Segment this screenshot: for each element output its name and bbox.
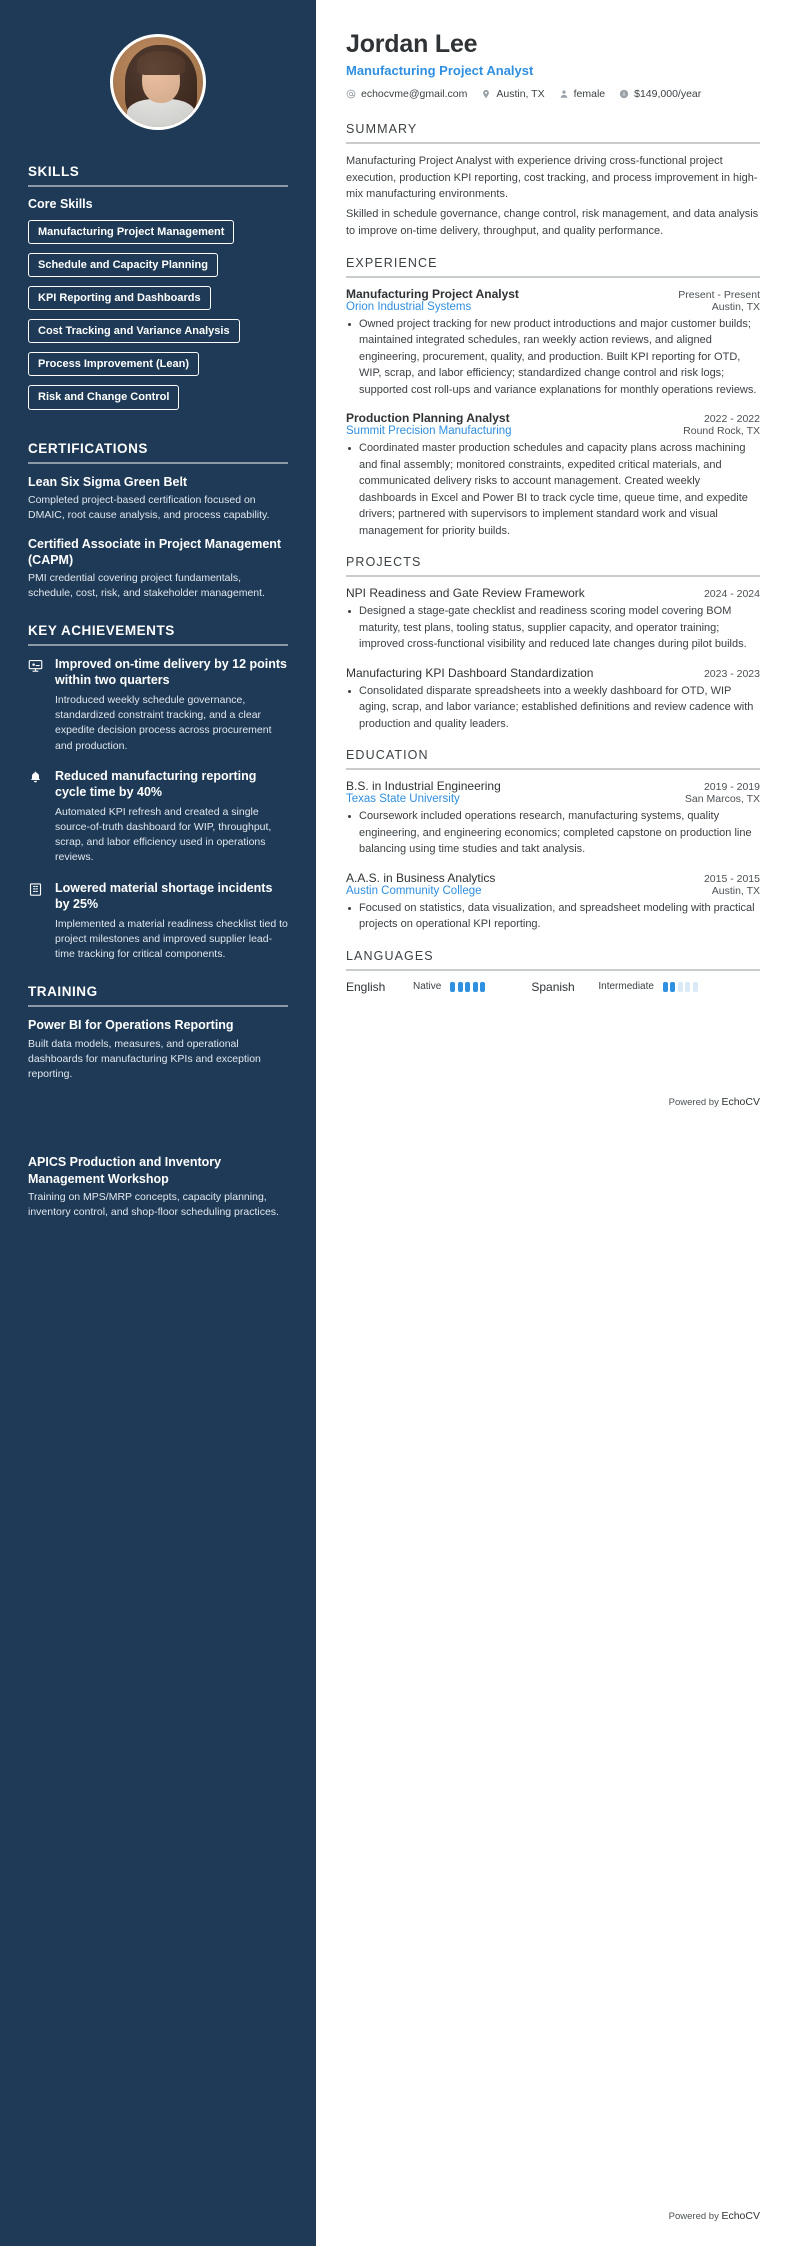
education-date: 2019 - 2019 [703, 781, 760, 794]
education-location: San Marcos, TX [684, 793, 760, 806]
divider [346, 575, 760, 577]
email-icon [346, 89, 356, 99]
experience-bullets [346, 440, 760, 539]
training-title: APICS Production and Inventory Management Workshop [28, 1155, 222, 1186]
education-entry [346, 779, 760, 858]
page-break-gap [28, 1096, 288, 1154]
achievement-title: Lowered material shortage incidents by 25% [55, 880, 273, 912]
training-item [28, 1154, 288, 1220]
bullet-item: Owned project tracking for new product introductions and major customer builds; maintained integrated schedules, ran weekly action reviews, and aligned engineering, procurement, quality, and production. Built KPI reporting for OTD, WIP, scrap, and labor efficiency; standardized change control and risk logs; supported cost roll-ups and variance explanations for monthly operations reviews. [346, 316, 760, 399]
bullet-item: Coursework included operations research, manufacturing systems, quality engineering, and engineering economics; completed capstone on production line balancing using time studies and takt analysis. [346, 808, 760, 858]
project-title: Manufacturing KPI Dashboard Standardization [346, 665, 594, 680]
footer-prefix: Powered by [668, 2211, 722, 2222]
bullet-item: Focused on statistics, data visualization, and spreadsheet modeling with practical projects on operational KPI reporting. [346, 900, 760, 933]
contact-email-value: echocvme@gmail.com [361, 88, 468, 100]
sidebar [0, 0, 316, 2246]
bullet-item: Coordinated master production schedules and capacity plans across machining and final assembly; monitored constraints, expedited critical materials, and communicated delivery risks to account management. Created weekly dashboards in Excel and Power BI to track cycle time, queue time, and expedite drivers; partnered with supervisors to implement standard work and visual management for priority builds. [346, 440, 760, 539]
training-item [28, 1017, 288, 1082]
skill-chip: Manufacturing Project Management [28, 220, 234, 244]
project-bullets [346, 683, 760, 733]
language-item [531, 980, 698, 994]
certification-description: PMI credential covering project fundamentals, schedule, cost, risk, and stakeholder management. [28, 572, 265, 600]
experience-location: Round Rock, TX [683, 425, 760, 438]
education-bullets [346, 900, 760, 933]
languages-section [346, 949, 760, 994]
contact-location-value: Austin, TX [496, 88, 545, 100]
skills-heading: SKILLS [28, 164, 80, 179]
bullet-item: Consolidated disparate spreadsheets into a weekly dashboard for OTD, WIP aging, scrap, and labor variance; established definitions and review cadence with production and quality leaders. [346, 683, 760, 733]
person-icon [559, 89, 569, 99]
project-entry [346, 666, 760, 733]
training-description: Built data models, measures, and operational dashboards for manufacturing KPIs and exception reporting. [28, 1037, 261, 1081]
key-achievements-heading: KEY ACHIEVEMENTS [28, 622, 175, 638]
education-institution[interactable]: Austin Community College [346, 884, 482, 897]
achievement-description: Introduced weekly schedule governance, standardized constraint tracking, and a clear expedite decision process across procurement and production. [55, 693, 272, 752]
experience-title: Production Planning Analyst [346, 411, 510, 426]
contact-row [346, 88, 760, 100]
experience-date: Present - Present [678, 288, 760, 301]
contact-gender [559, 88, 606, 100]
certification-title: Certified Associate in Project Management (CAPM) [28, 536, 282, 567]
achievement-item [28, 768, 288, 866]
experience-heading: EXPERIENCE [346, 255, 438, 270]
education-entry [346, 871, 760, 933]
salary-info-icon [619, 89, 629, 99]
experience-location: Austin, TX [711, 300, 760, 313]
divider [346, 142, 760, 144]
divider [28, 644, 288, 646]
experience-title: Manufacturing Project Analyst [346, 286, 519, 301]
location-pin-icon [481, 89, 491, 99]
training-title: Power BI for Operations Reporting [28, 1018, 234, 1033]
language-item [346, 980, 485, 994]
certifications-heading: CERTIFICATIONS [28, 440, 148, 456]
projects-section [346, 555, 760, 732]
languages-row [346, 980, 760, 994]
divider [346, 276, 760, 278]
training-heading: TRAINING [28, 984, 98, 1000]
language-proficiency-dots [663, 982, 698, 992]
project-title: NPI Readiness and Gate Review Framework [346, 586, 585, 601]
summary-paragraph: Manufacturing Project Analyst with experience driving cross-functional project execution, production KPI reporting, cost tracking, and process improvement in high-mix manufacturing environments. [346, 155, 758, 201]
contact-gender-value: female [573, 88, 606, 100]
key-achievements-section [28, 623, 288, 962]
avatar [110, 34, 206, 130]
skill-chip: Cost Tracking and Variance Analysis [28, 319, 240, 343]
project-date: 2023 - 2023 [703, 667, 760, 680]
achievement-item [28, 880, 288, 963]
divider [28, 462, 288, 464]
footer-brand: EchoCV [721, 2210, 760, 2222]
education-section [346, 748, 760, 933]
experience-date: 2022 - 2022 [703, 413, 760, 426]
education-bullets [346, 808, 760, 858]
languages-heading: LANGUAGES [346, 948, 434, 963]
divider [28, 1005, 288, 1007]
certification-title: Lean Six Sigma Green Belt [28, 474, 188, 489]
project-entry [346, 586, 760, 653]
experience-section [346, 256, 760, 540]
avatar-container [28, 34, 288, 130]
skills-chip-list [28, 220, 288, 419]
bullet-item: Designed a stage-gate checklist and readiness scoring model covering BOM maturity, test plans, tooling status, supplier capacity, and operator training; improved cross-functional visibility and reduced late changes during pilot builds. [346, 603, 760, 653]
divider [346, 768, 760, 770]
contact-salary [619, 88, 701, 100]
contact-email [346, 88, 467, 100]
contact-salary-value: $149,000/year [634, 88, 702, 100]
project-date: 2024 - 2024 [703, 588, 760, 601]
experience-entry [346, 411, 760, 539]
education-degree: A.A.S. in Business Analytics [346, 870, 496, 885]
education-degree: B.S. in Industrial Engineering [346, 779, 501, 794]
main-content [316, 0, 794, 2246]
certification-item [28, 536, 288, 601]
skills-section [28, 164, 288, 419]
footer-prefix: Powered by [668, 1097, 722, 1108]
divider [346, 969, 760, 971]
contact-location [481, 88, 544, 100]
experience-entry [346, 287, 760, 399]
summary-section [346, 122, 760, 240]
experience-bullets [346, 316, 760, 399]
certification-description: Completed project-based certification focused on DMAIC, root cause analysis, and process capability. [28, 493, 270, 521]
presentation-chart-icon [28, 656, 46, 754]
education-date: 2015 - 2015 [703, 872, 760, 885]
certification-item [28, 474, 288, 523]
achievement-title: Reduced manufacturing reporting cycle time by 40% [55, 768, 257, 800]
language-name: English [346, 979, 386, 994]
skill-chip: Schedule and Capacity Planning [28, 253, 218, 277]
achievement-description: Automated KPI refresh and created a single source-of-truth dashboard for WIP, throughput, scrap, and labor efficiency used in operations reviews. [55, 805, 272, 864]
divider [28, 185, 288, 187]
education-location: Austin, TX [711, 884, 760, 897]
training-section [28, 984, 288, 1220]
bell-icon [28, 768, 46, 866]
language-name: Spanish [531, 979, 575, 994]
skill-chip: KPI Reporting and Dashboards [28, 286, 211, 310]
education-institution[interactable]: Texas State University [346, 793, 460, 806]
summary-paragraph: Skilled in schedule governance, change control, risk management, and data analysis to improve on-time delivery, throughput, and quality performance. [346, 208, 759, 237]
projects-heading: PROJECTS [346, 555, 422, 570]
skill-chip: Process Improvement (Lean) [28, 352, 199, 376]
achievement-description: Implemented a material readiness checklist tied to project milestones and improved supplier lead-time tracking for critical components. [55, 917, 288, 961]
page-title: Jordan Lee [346, 30, 478, 58]
job-title: Manufacturing Project Analyst [346, 63, 534, 78]
experience-organization[interactable]: Orion Industrial Systems [346, 300, 472, 313]
footer-powered-by [669, 2210, 760, 2222]
education-heading: EDUCATION [346, 748, 429, 763]
skills-subheading: Core Skills [28, 197, 93, 211]
achievement-item [28, 656, 288, 754]
footer-powered-by [669, 1096, 760, 1108]
certifications-section [28, 441, 288, 601]
language-proficiency-dots [450, 982, 485, 992]
language-level: Intermediate [598, 981, 654, 993]
footer-brand: EchoCV [721, 1096, 760, 1108]
achievement-title: Improved on-time delivery by 12 points within two quarters [55, 656, 288, 688]
language-level: Native [413, 981, 442, 993]
training-description: Training on MPS/MRP concepts, capacity planning, inventory control, and shop-floor scheduling practices. [28, 1190, 279, 1218]
project-bullets [346, 603, 760, 653]
factory-icon [28, 880, 46, 963]
skill-chip: Risk and Change Control [28, 385, 179, 409]
experience-organization[interactable]: Summit Precision Manufacturing [346, 425, 512, 438]
summary-heading: SUMMARY [346, 122, 418, 136]
